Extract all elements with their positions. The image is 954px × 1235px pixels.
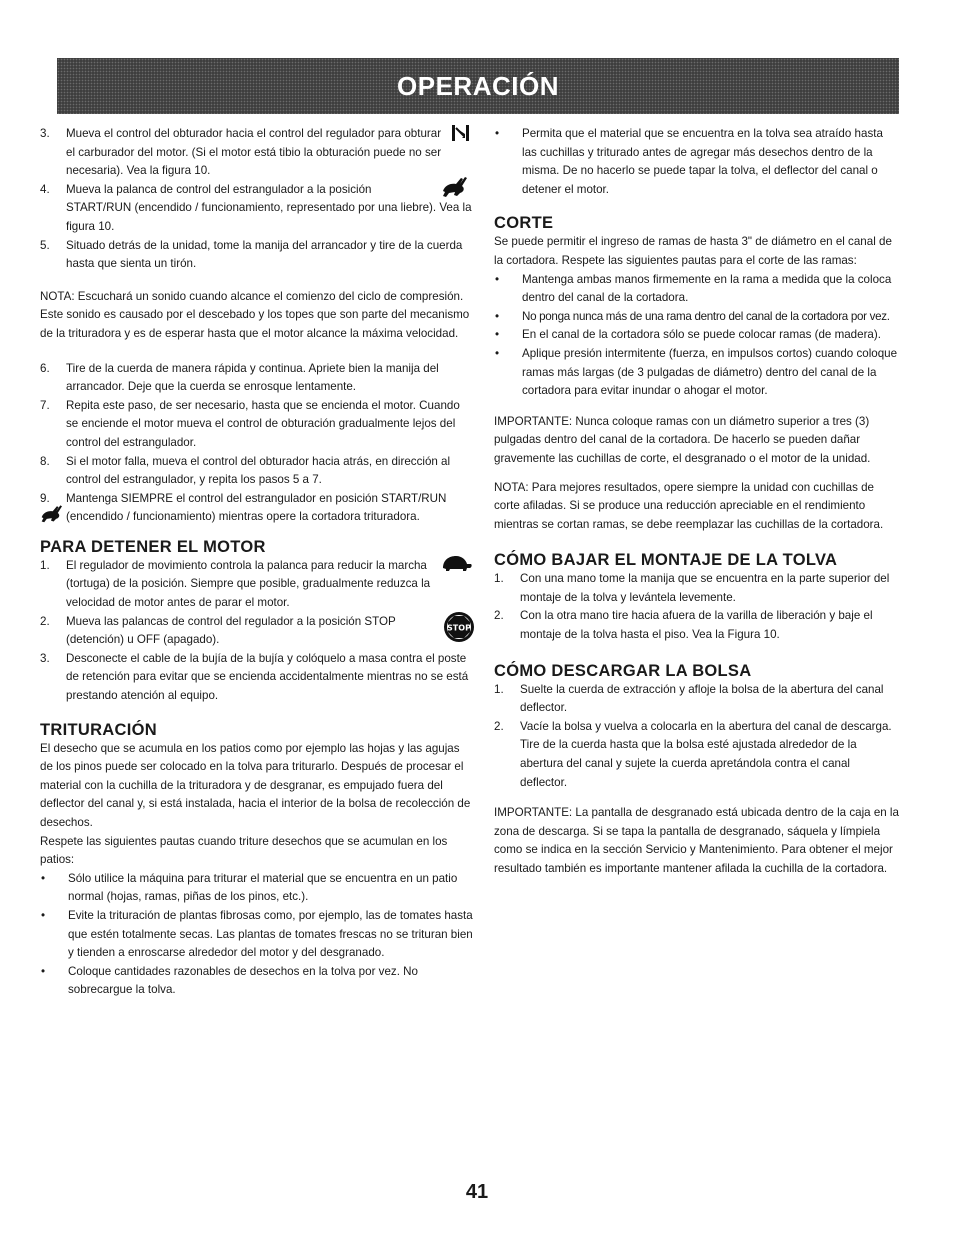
list-item (494, 308, 899, 327)
step-number: 3. (40, 127, 50, 140)
step-text: Mantenga SIEMPRE el control del estrangulador en posición START/RUN (encendido / funcionamiento) mientras opere la cortadora trituradora. (66, 491, 447, 524)
step-number: 8. (40, 454, 50, 468)
step-text: Suelte la cuerda de extracción y afloje la bolsa de la abertura del canal deflector. (520, 682, 884, 715)
stop-icon (443, 611, 475, 643)
bajar-step-2 (494, 607, 899, 644)
bullet-text: Evite la trituración de plantas fibrosas como, por ejemplo, las de tomates hasta que estén totalmente secas. Las plantas de tomates frescas no se trituran bien y tienden a enroscarse alrededor del motor y del desgranado. (68, 908, 473, 960)
choke-icon (451, 123, 471, 143)
step-text: Tire de la cuerda de manera rápida y continua. Apriete bien la manija del arrancador. Deje que la cuerda se enrosque lentamente. (66, 361, 439, 394)
list-item (40, 963, 475, 1000)
step-number: 3. (40, 651, 50, 665)
step-text: Mueva las palancas de control del regulador a la posición STOP (detención) u OFF (apagado). (66, 614, 396, 647)
descargar-step-1 (494, 681, 899, 718)
step-number: 7. (40, 398, 50, 412)
step-number: 1. (494, 572, 504, 586)
step-4 (40, 181, 475, 237)
right-column (494, 125, 899, 879)
step-number: 1. (494, 682, 504, 696)
heading-trituracion: TRITURACIÓN (40, 720, 157, 739)
heading-corte: CORTE (494, 214, 554, 233)
importante-descarga: IMPORTANTE: La pantalla de desgranado está ubicada dentro de la caja en la zona de descarga. Si se tapa la pantalla de desgranado, sáquela y límpiela como se indica en la sección Servicio y Mantenimiento. Para obtener el mejor resultado también es importante mantener afilada la cuchilla de la cortadora. (494, 806, 899, 875)
step-3 (40, 125, 475, 181)
bullet-icon: • (495, 346, 500, 360)
list-item (494, 345, 899, 401)
step-6 (40, 360, 475, 397)
page-title: OPERACIÓN (397, 70, 559, 101)
step-number: 9. (40, 491, 50, 505)
left-column (40, 125, 475, 1000)
step-text: Mueva la palanca de control del estrangulador a la posición START/RUN (encendido / funcionamiento, representado por una liebre). Vea la figura 10. (66, 182, 472, 233)
step-number: 5. (40, 238, 50, 252)
rabbit-fast-icon (439, 173, 469, 199)
rabbit-fast-icon (38, 502, 64, 524)
bullet-icon: • (41, 964, 46, 978)
stop-step-1 (40, 557, 475, 613)
stop-step-3 (40, 650, 475, 706)
nota-paragraph: NOTA: Escuchará un sonido cuando alcance el comienzo del ciclo de compresión. Este sonido es causado por el descebado y los topes que son parte del mecanismo de la trituradora y es de esperar hasta que el motor alcance la máxima velocidad. (40, 289, 470, 340)
heading-para-detener: PARA DETENER EL MOTOR (40, 537, 266, 556)
bullet-text: Permita que el material que se encuentra en la tolva sea atraído hasta las cuchillas y triturado antes de agregar más desechos dentro de la misma. De no hacerlo se puede tapar la tolva, el deflector del canal o detener el motor. (522, 127, 883, 196)
step-text: Desconecte el cable de la bujía de la bujía y colóquelo a masa contra el poste de retención para evitar que se encienda accidentalmente mientras no se está prestando atención al equipo. (66, 651, 469, 703)
step-number: 1. (40, 558, 50, 572)
step-text: Con la otra mano tire hacia afuera de la varilla de liberación y baje el montaje de la tolva hasta el piso. Vea la Figura 10. (520, 609, 873, 642)
step-7 (40, 397, 475, 453)
bullet-icon: • (495, 309, 500, 323)
step-text: El regulador de movimiento controla la palanca para reducir la marcha (tortuga) de la posición. Siempre que posible, gradualmente reduzca la velocidad de motor antes de parar el motor. (66, 558, 431, 610)
bullet-icon: • (41, 871, 46, 885)
bullet-text: No ponga nunca más de una rama dentro del canal de la cortadora por vez. (522, 309, 890, 323)
bullet-icon: • (495, 272, 500, 286)
turtle-slow-icon (439, 553, 473, 573)
trituracion-guidelines: Respete las siguientes pautas cuando triture desechos que se acumulan en los patios: (40, 834, 448, 867)
corte-intro: Se puede permitir el ingreso de ramas de hasta 3" de diámetro en el canal de la cortadora. Respete las siguientes pautas para el corte de las ramas: (494, 235, 892, 267)
descargar-step-2 (494, 718, 899, 792)
step-text: Si el motor falla, mueva el control del obturador hacia atrás, en dirección al control del estrangulador, y repita los pasos 5 a 7. (66, 454, 451, 487)
list-item (40, 870, 475, 907)
bajar-step-1 (494, 570, 899, 607)
list-item (494, 125, 899, 199)
step-number: 4. (40, 182, 50, 196)
step-text: Mueva el control del obturador hacia el control del regulador para obturar el carburador del motor. (Si el motor está tibio la obturación puede no ser necesaria). Vea la figura 10. (66, 127, 442, 178)
stop-step-2 (40, 613, 475, 650)
step-text: Vacíe la bolsa y vuelva a colocarla en la abertura del canal de descarga. Tire de la cuerda hasta que la bolsa esté ajustada alrededor de la abertura del canal y sujete la cuerda apretándola contra el canal deflector. (520, 719, 892, 789)
bullet-text: Aplique presión intermitente (fuerza, en impulsos cortos) cuando coloque ramas más largas (de 3 pulgadas de diámetro) dentro del canal de la cortadora para evitar inundar o ahogar el motor. (522, 346, 898, 398)
step-5 (40, 237, 475, 274)
heading-descargar-bolsa: CÓMO DESCARGAR LA BOLSA (494, 661, 752, 680)
list-item (494, 271, 899, 308)
step-text: Con una mano tome la manija que se encuentra en la parte superior del montaje de la tolva y levántela levemente. (520, 572, 890, 604)
importante-corte: IMPORTANTE: Nunca coloque ramas con un diámetro superior a tres (3) pulgadas dentro del canal de la cortadora. De hacerlo se pueden dañar gravemente las cuchillas de corte, el desgranado o el motor de la unidad. (494, 414, 871, 465)
svg-text:STOP: STOP (447, 623, 471, 633)
step-number: 6. (40, 361, 50, 375)
nota-corte: NOTA: Para mejores resultados, opere siempre la unidad con cuchillas de corte afiladas. Si se produce una reducción apreciable en el rendimiento mientras se cortan ramas, se debe reemplazar las cuchillas de la cortadora. (494, 480, 884, 531)
bullet-icon: • (41, 908, 46, 922)
bullet-text: Sólo utilice la máquina para triturar el material que se encuentra en un patio normal (hojas, ramas, piñas de los pinos, etc.). (68, 871, 458, 904)
bullet-text: Mantenga ambas manos firmemente en la rama a medida que la coloca dentro del canal de la cortadora. (522, 272, 892, 305)
list-item (494, 326, 899, 345)
list-item (40, 907, 475, 963)
step-number: 2. (494, 609, 504, 623)
step-9 (40, 490, 475, 527)
trituracion-intro: El desecho que se acumula en los patios como por ejemplo las hojas y las agujas de los pinos puede ser colocado en la tolva para triturarlo. Después de procesar el material con la cuchilla de la trituradora y de desgranar, es empujado fuera del deflector del canal y, si está instalada, hacia el interior de la bolsa de recolección de desechos. (40, 741, 471, 829)
bullet-text: En el canal de la cortadora sólo se puede colocar ramas (de madera). (522, 328, 881, 342)
step-number: 2. (40, 614, 50, 628)
step-8 (40, 453, 475, 490)
heading-bajar-tolva: CÓMO BAJAR EL MONTAJE DE LA TOLVA (494, 551, 838, 570)
page-number: 41 (465, 1181, 489, 1203)
bullet-icon: • (495, 127, 500, 140)
bullet-icon: • (495, 328, 500, 342)
step-text: Repita este paso, de ser necesario, hasta que se encienda el motor. Cuando se enciende el motor mueva el control de obturación gradualmente lejos del control del estrangulador. (66, 398, 460, 449)
section-banner (57, 58, 899, 114)
bullet-text: Coloque cantidades razonables de desechos en la tolva por vez. No sobrecargue la tolva. (68, 964, 418, 997)
step-text: Situado detrás de la unidad, tome la manija del arrancador y tire de la cuerda hasta que sienta un tirón. (66, 238, 463, 271)
step-number: 2. (494, 719, 504, 733)
